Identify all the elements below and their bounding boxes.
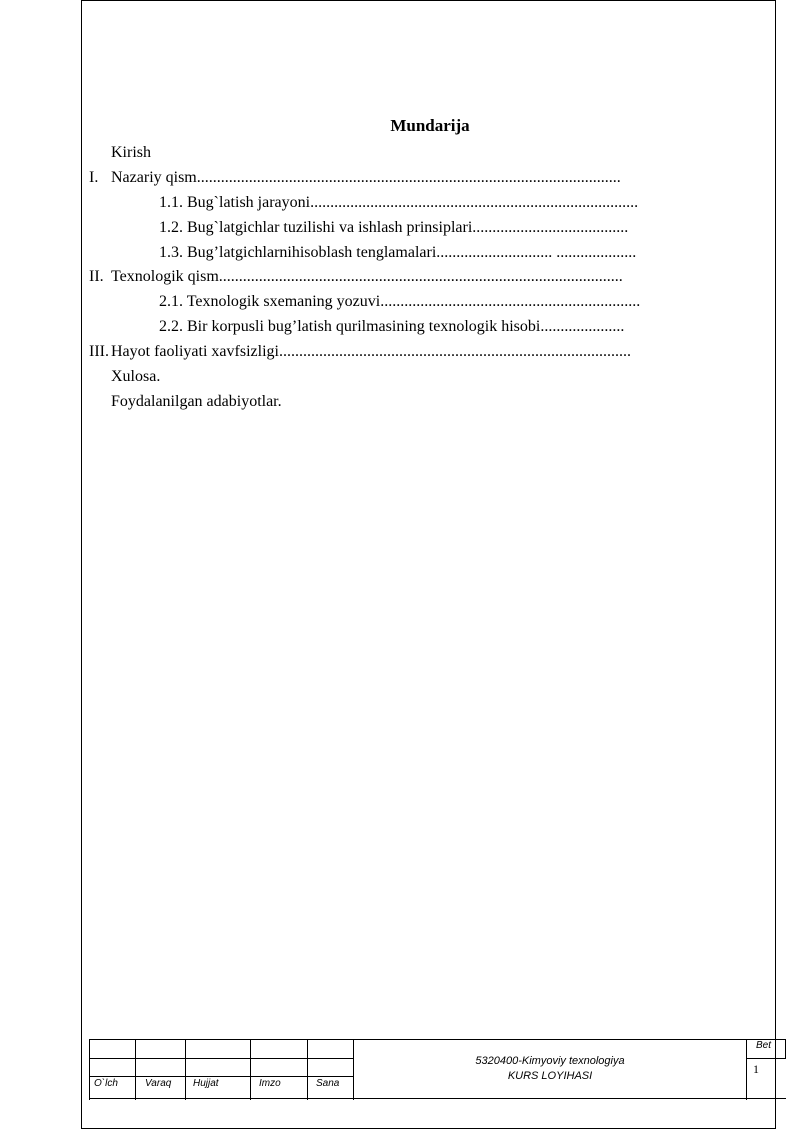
stamp-col-hujjat: Hujjat	[193, 1078, 219, 1089]
toc-section-2-number: II.	[89, 268, 104, 285]
toc-item-kirish: Kirish	[111, 144, 151, 161]
toc-section-3-label: Hayot faoliyati xavfsizligi........................................................................................	[111, 343, 631, 360]
toc-subsection-2-2: 2.2. Bir korpusli bug’latish qurilmasining texnologik hisobi.....................	[159, 318, 625, 335]
toc-section-1-label: Nazariy qism..........................................................................................................	[111, 169, 621, 186]
toc-section-1-number: I.	[89, 169, 99, 186]
toc-section-2-label: Texnologik qism.....................................................................................................	[111, 268, 623, 285]
stamp-document-info	[354, 1054, 746, 1084]
stamp-bet-label: Bet	[756, 1040, 772, 1051]
toc-section-3	[89, 342, 631, 362]
toc-title: Mundarija	[390, 116, 470, 135]
toc-section-3-number: III.	[89, 343, 109, 360]
toc-item-adabiyotlar: Foydalanilgan adabiyotlar.	[111, 393, 282, 410]
stamp-doc-code: 5320400-Kimyoviy texnologiya	[475, 1055, 625, 1067]
stamp-col-sana: Sana	[316, 1078, 340, 1089]
stamp-page-number: 1	[753, 1062, 759, 1076]
stamp-col-imzo: Imzo	[259, 1078, 281, 1089]
toc-subsection-2-1: 2.1. Texnologik sxemaning yozuvi.................................................................	[159, 293, 641, 310]
toc-subsection-1-2: 1.2. Bug`latgichlar tuzilishi va ishlash prinsiplari.......................................	[159, 219, 629, 236]
toc-section-2	[89, 267, 623, 287]
toc-item-xulosa: Xulosa.	[111, 368, 161, 385]
title-block	[89, 1039, 786, 1099]
toc-section-1	[89, 168, 621, 188]
toc-subsection-1-3: 1.3. Bug’latgichlarnihisoblash tenglamalari............................. ....................	[159, 244, 637, 261]
stamp-doc-title: KURS LOYIHASI	[507, 1070, 593, 1082]
stamp-col-olch: O`lch	[94, 1078, 118, 1089]
stamp-col-varaq: Varaq	[145, 1078, 172, 1089]
toc-subsection-1-1: 1.1. Bug`latish jarayoni..................................................................................	[159, 194, 639, 211]
